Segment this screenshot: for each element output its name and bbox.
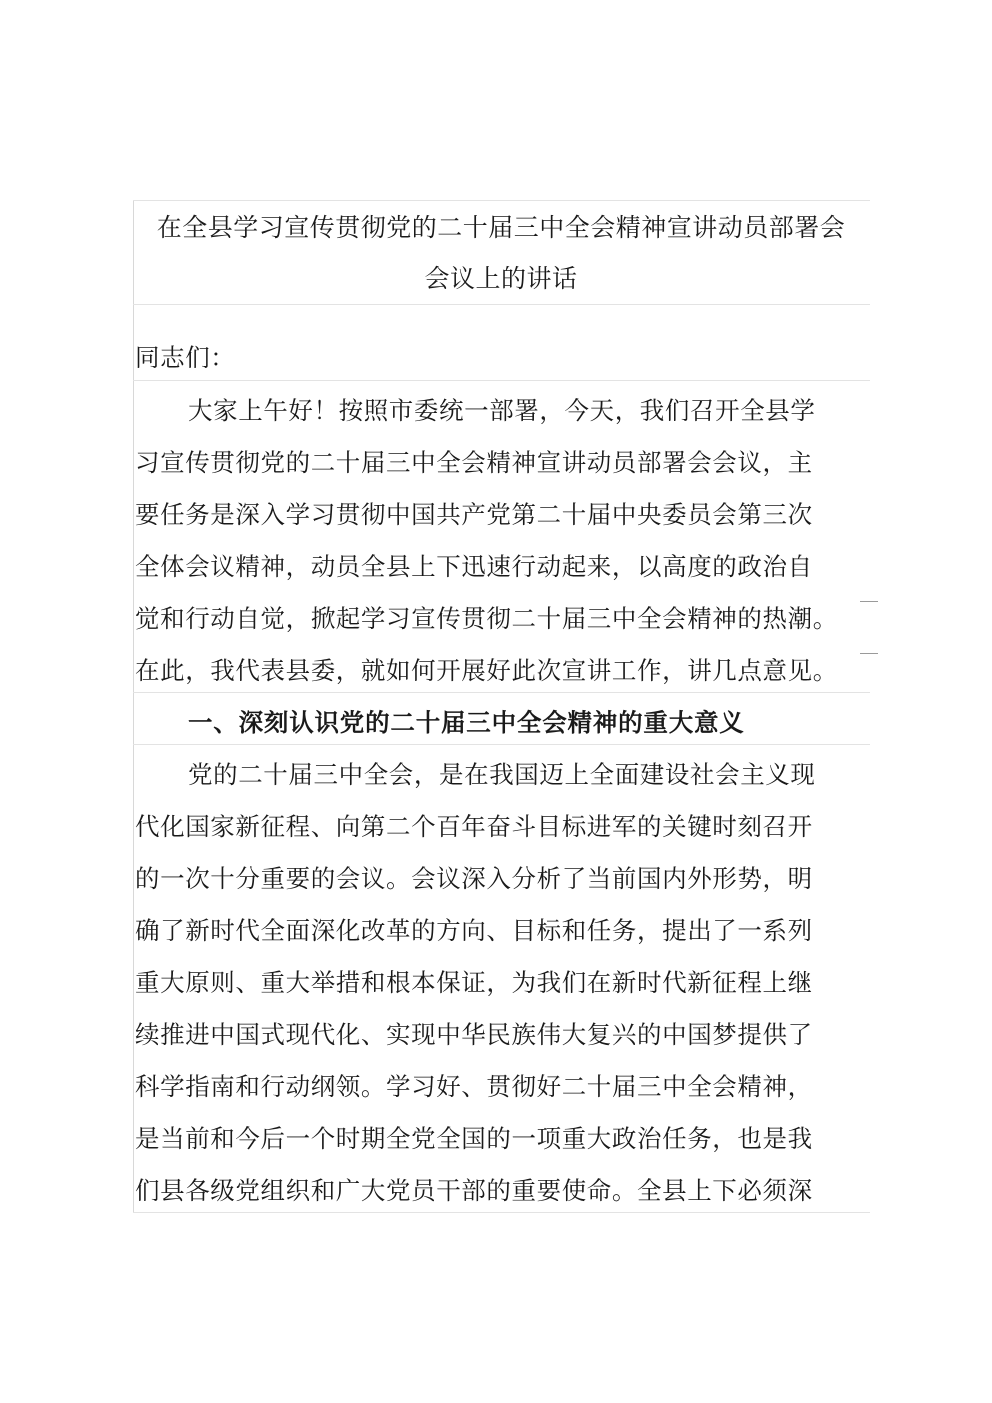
paragraph-line: 续推进中国式现代化、实现中华民族伟大复兴的中国梦提供了 bbox=[135, 1020, 813, 1049]
divider bbox=[133, 692, 870, 693]
divider bbox=[133, 744, 870, 745]
paragraph-line: 们县各级党组织和广大党员干部的重要使命。全县上下必须深 bbox=[135, 1176, 813, 1205]
paragraph-line: 习宣传贯彻党的二十届三中全会精神宣讲动员部署会会议，主 bbox=[135, 448, 813, 477]
divider bbox=[860, 653, 878, 654]
paragraph-line: 科学指南和行动纲领。学习好、贯彻好二十届三中全会精神， bbox=[135, 1072, 813, 1101]
salutation: 同志们： bbox=[135, 343, 236, 372]
paragraph-line: 要任务是深入学习贯彻中国共产党第二十届中央委员会第三次 bbox=[135, 500, 813, 529]
paragraph-line: 确了新时代全面深化改革的方向、目标和任务，提出了一系列 bbox=[135, 916, 813, 945]
paragraph-line: 是当前和今后一个时期全党全国的一项重大政治任务，也是我 bbox=[135, 1124, 813, 1153]
divider bbox=[133, 1212, 870, 1213]
divider bbox=[133, 304, 870, 305]
paragraph-line: 代化国家新征程、向第二个百年奋斗目标进军的关键时刻召开 bbox=[135, 812, 813, 841]
paragraph-line: 全体会议精神，动员全县上下迅速行动起来，以高度的政治自 bbox=[135, 552, 813, 581]
paragraph-line: 大家上午好！按照市委统一部署，今天，我们召开全县学 bbox=[188, 396, 816, 425]
paragraph-line: 觉和行动自觉，掀起学习宣传贯彻二十届三中全会精神的热潮。 bbox=[135, 604, 838, 633]
page-title-line-1: 在全县学习宣传贯彻党的二十届三中全会精神宣讲动员部署会 bbox=[156, 213, 846, 242]
paragraph-line: 在此，我代表县委，就如何开展好此次宣讲工作，讲几点意见。 bbox=[135, 656, 838, 685]
divider bbox=[133, 380, 870, 381]
divider bbox=[860, 601, 878, 602]
section-heading: 一、深刻认识党的二十届三中全会精神的重大意义 bbox=[188, 708, 745, 737]
paragraph-line: 重大原则、重大举措和根本保证，为我们在新时代新征程上继 bbox=[135, 968, 813, 997]
paragraph-line: 的一次十分重要的会议。会议深入分析了当前国内外形势，明 bbox=[135, 864, 813, 893]
paragraph-line: 党的二十届三中全会，是在我国迈上全面建设社会主义现 bbox=[188, 760, 816, 789]
divider bbox=[133, 200, 870, 201]
page-title-line-2: 会议上的讲话 bbox=[424, 264, 578, 293]
